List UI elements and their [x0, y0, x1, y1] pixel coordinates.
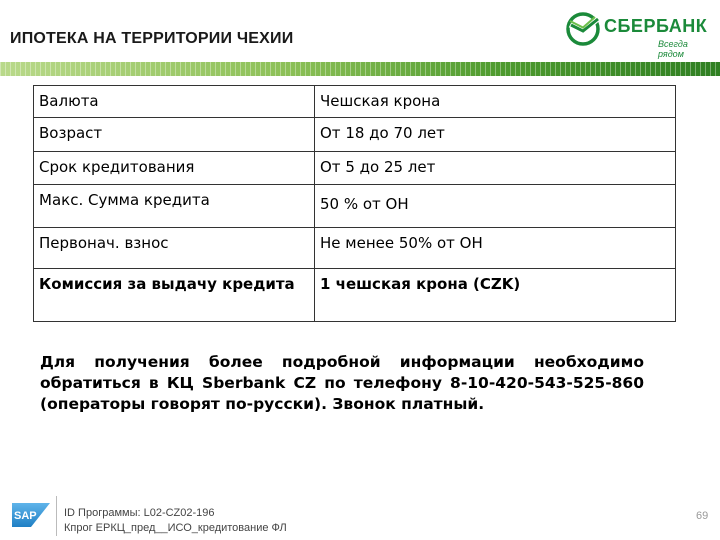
- row-value: Чешская крона: [315, 86, 676, 118]
- footer-text: [64, 506, 287, 536]
- row-label: Срок кредитования: [34, 152, 315, 185]
- row-label: Валюта: [34, 86, 315, 118]
- row-value: 1 чешская крона (CZK): [315, 269, 676, 322]
- sap-logo-text: SAP: [14, 510, 37, 522]
- logo-tagline: Всегда рядом: [658, 39, 688, 59]
- logo-name: СБЕРБАНК: [604, 16, 708, 36]
- header-band-stripes: [0, 62, 720, 76]
- row-value: От 18 до 70 лет: [315, 118, 676, 152]
- sberbank-logo: [566, 12, 716, 59]
- row-label: Возраст: [34, 118, 315, 152]
- sap-logo-icon: [12, 503, 50, 527]
- table-row: [34, 269, 676, 322]
- program-name: Кпрог ЕРКЦ_пред__ИСО_кредитование ФЛ: [64, 522, 287, 534]
- mortgage-info-table: [33, 85, 676, 322]
- row-value: От 5 до 25 лет: [315, 152, 676, 185]
- program-id: ID Программы: L02-CZ02-196: [64, 507, 215, 519]
- row-value: 50 % от ОН: [315, 185, 676, 228]
- footer-divider: [56, 496, 57, 536]
- table-row: [34, 228, 676, 269]
- page-title: ИПОТЕКА НА ТЕРРИТОРИИ ЧЕХИИ: [10, 30, 294, 47]
- row-label: Макс. Сумма кредита: [34, 185, 315, 228]
- row-value: Не менее 50% от ОН: [315, 228, 676, 269]
- sberbank-logo-icon: [566, 12, 600, 46]
- row-label: Первонач. взнос: [34, 228, 315, 269]
- table-row: [34, 185, 676, 228]
- page-number: 69: [696, 510, 709, 522]
- table-row: [34, 152, 676, 185]
- table-row: [34, 86, 676, 118]
- table-row: [34, 118, 676, 152]
- contact-note: Для получения более подробной информации необходимо обратиться в КЦ Sberbank CZ по телефону 8-10-420-543-525-860 (операторы говорят по-русски). Звонок платный.: [40, 353, 644, 413]
- row-label: Комиссия за выдачу кредита: [34, 269, 315, 322]
